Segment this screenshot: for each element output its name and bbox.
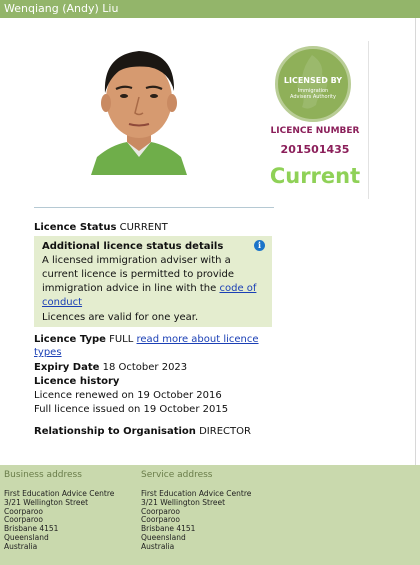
service-address-line: First Education Advice Centre [141,489,252,498]
service-address-line: 3/21 Wellington Street [141,497,226,507]
licence-status-value: CURRENT [119,222,168,233]
code-of-conduct-link[interactable]: code of conduct [42,283,257,308]
business-address-line: Australia [4,541,38,551]
service-address [141,490,251,552]
additional-status-box [34,236,272,327]
licence-number: 201501435 [280,143,350,156]
seal-title: LICENSED BY [283,76,343,85]
licence-history-issued: Full licence issued on 19 October 2015 [34,404,229,415]
business-address-line: 3/21 Wellington Street [4,497,89,507]
licence-type-value: FULL [109,334,134,345]
business-address-line: Coorparoo [4,515,43,525]
licence-validity-note: Licences are valid for one year. [42,312,199,323]
service-address-line: Brisbane 4151 [141,524,196,534]
seal-subtitle-line1: Immigration [297,88,329,94]
licence-history-renewed: Licence renewed on 19 October 2016 [34,390,222,401]
relationship-value: DIRECTOR [199,426,251,437]
licence-type-row [34,333,274,359]
expiry-date-row [34,361,187,374]
expiry-date-value: 18 October 2023 [102,362,188,373]
service-address-line: Coorparoo [141,515,180,525]
licence-history-label: Licence history [34,376,120,387]
additional-status-text [42,254,264,310]
adviser-photo [89,41,189,175]
licence-number-label: LICENCE NUMBER [270,126,360,136]
licence-types-link[interactable]: read more about licence types [34,334,259,358]
licence-badge-panel [262,41,369,199]
address-footer [0,465,420,565]
relationship-row [34,425,251,438]
licence-status-row [34,221,168,234]
info-icon[interactable]: i [254,240,265,251]
licence-status-badge: Current [269,164,361,188]
business-address-line: Queensland [4,532,49,542]
service-address-line: Queensland [141,532,186,542]
expiry-date-label: Expiry Date [34,362,100,373]
business-address [4,490,114,552]
licence-status-label: Licence Status [34,222,117,233]
seal-subtitle-line2: Advisers Authority [290,94,336,100]
adviser-name-header: Wenqiang (Andy) Liu [0,0,420,18]
additional-status-title: Additional licence status details [42,241,224,252]
business-address-line: First Education Advice Centre [4,489,115,498]
frame-border [415,18,416,465]
section-divider [34,207,274,208]
business-address-heading: Business address [4,470,82,480]
service-address-heading: Service address [141,470,213,480]
seal-subtitle [278,88,348,100]
service-address-line: Coorparoo [141,506,180,516]
service-address-line: Australia [141,541,175,551]
status-description: A licensed immigration adviser with a current licence is permitted to provide immigration advice in line with the [42,255,235,294]
business-address-line: Brisbane 4151 [4,524,59,534]
licensed-by-seal [275,46,351,122]
licence-type-label: Licence Type [34,334,106,345]
relationship-label: Relationship to Organisation [34,426,196,437]
business-address-line: Coorparoo [4,506,43,516]
